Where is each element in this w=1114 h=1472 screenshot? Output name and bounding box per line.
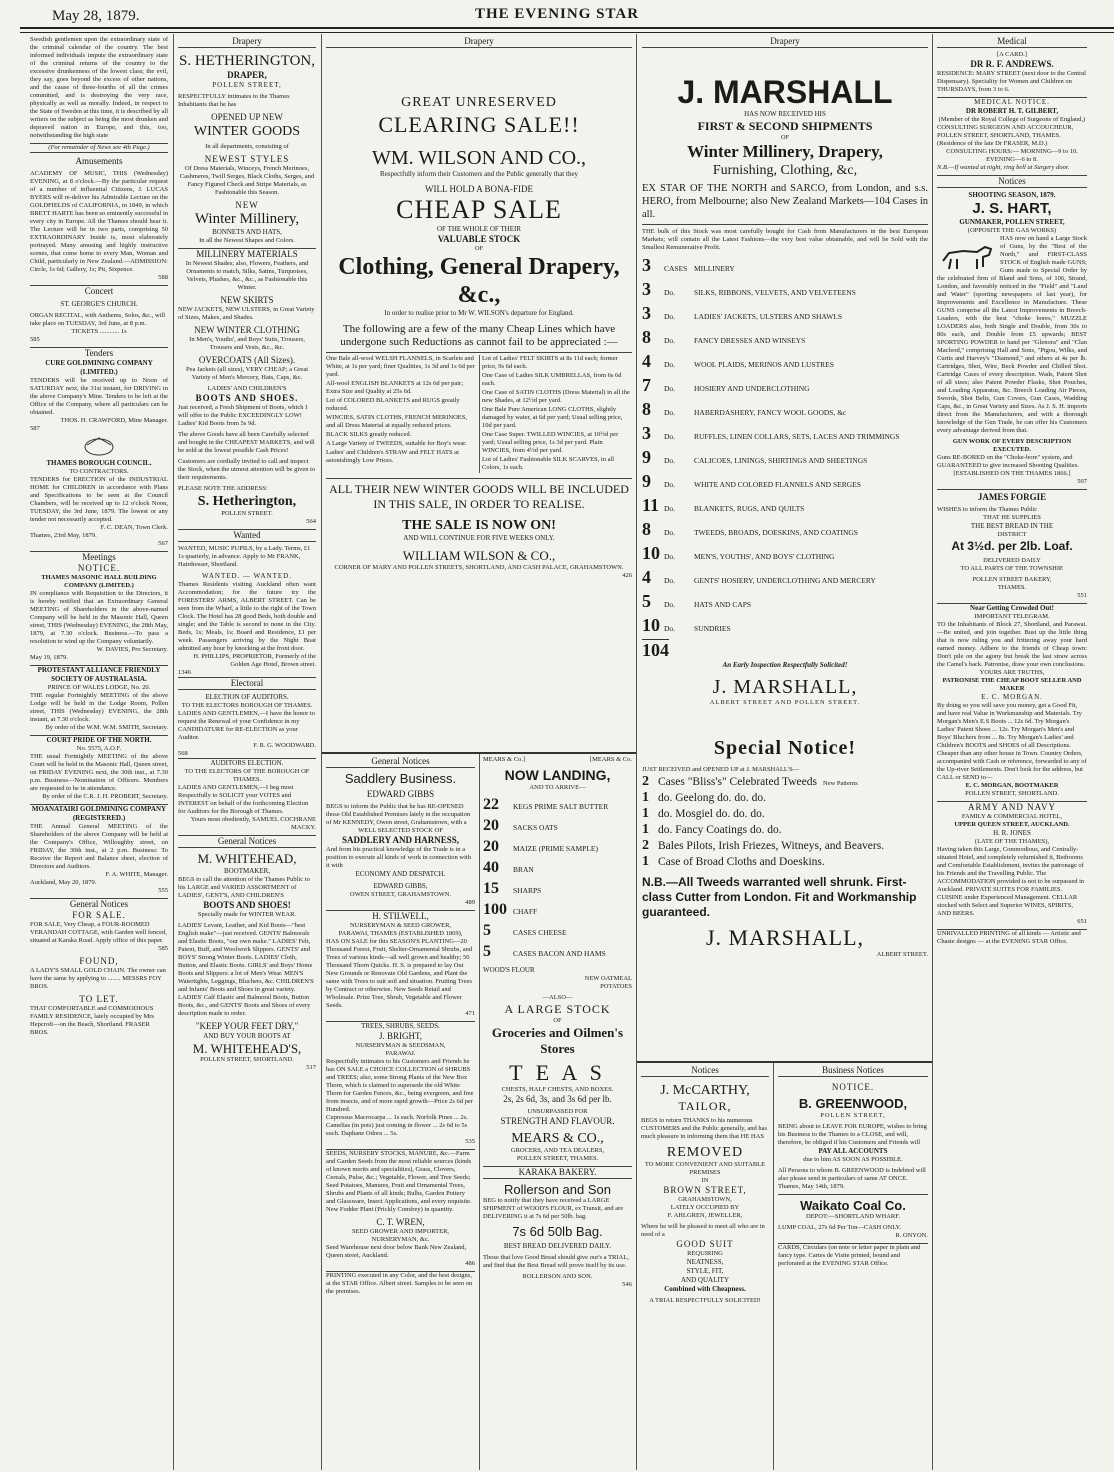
section-wanted: Wanted [178, 529, 316, 542]
case-row [642, 591, 928, 615]
case-unit: Do. [664, 360, 676, 369]
case-description: CALICOES, LININGS, SHIRTINGS AND SHEETINGS [694, 456, 868, 465]
to-let-ad: THAT COMFORTABLE and COMMODIOUS FAMILY RESIDENCE, lately occupied by Mrs Hepcroft—on the Beach, Shortland. FRASER BROS. [30, 1005, 154, 1036]
reductions-right [479, 355, 632, 473]
column-3-lower: General Notices Saddlery Business. EDWARD GIBBS BEGS to inform the Public that he has RE-OPENED those Old Established Premises lately in the occupation of Mr KENNEDY, Owen street, Grahamstown, with a WELL SELECTED STOCK OF SADDLERY AND HARNESS, And from his practical knowledge of the Trade is in a position to execute all kinds of work in connection with it with ECONOMY AND DESPATCH. EDWARD GIBBS, OWEN STREET, GRAHAMSTOWN. 489 H. STILWELL, NURSERYMAN & SEED GROWER, PARAWAI, THAMES (ESTABLISHED 1869), HAS ON SALE for this SEASON'S PLANTING—20 Thousand Forest, Fruit, Shelter-Ornamental Shrubs, and Trees of various kinds—all well grown and healthy; 50 Thousand Thorn Quicks. H. S. is prepared to lay Out New Grounds or Renovate Old Gardens, and Plant the same with Trees to suit soil and situation. Fruiting Trees by Contract or otherwise. New Seeds Retail and Wholesale. Prize Tree, Shrub, Vegetable and Flower Seeds. 471 TREES, SHRUBS, SEEDS. J. BRIGHT, NURSERYMAN & SEEDSMAN, PARAWAI. Respectfully intimates to his Customers and Friends he has ON SALE a CHOICE COLLECTION of SHRUBS and TREES; also, some Strong Plants of the New Box Thorn, which is claimed to supersede the old White Thorn for Garden Fences, &c., being evergreen, and free from insects, and of more rapid growth—Price 2s 6d per Hundred. Cupressus Macrocarpa ... 1s each. Norfolk Pines ... 2s. Camelias (in pots) just coming in flower ... 2s 6d to 5s each. Daphane Odora ... 5s. 535 SEEDS, NURSERY STOCKS, MANURE, &c.—Farm and Garden Seeds from the most reliable sources (kinds of known merits and specialities), Grass, Clovers, Cereals, Pulse, &c.; Vegetable, Flower, and Tree Seeds; Seed Potatoes, Manures, Fruit and Ornamental Trees, Shrubs and Plants of all kinds; Bulbs, Garden Pottery and Glassware, Insect Applications, and every requisite. New Fodder Plant (Prickly Comfrey) in quantity. C. T. WREN, SEED GROWER AND IMPORTER, NURSERYMAN, &c. Seed Warehouse next door below Bank New Zealand, Queen street, Auckland. 486 PRINTING executed in any Color, and the best designs, at the STAR Office. Albert street. Samples to be seen on the premises. [326, 756, 475, 1295]
masthead-date: May 28, 1879. [52, 8, 140, 24]
case-row [642, 279, 928, 303]
landing-product: CASES BACON AND HAMS [513, 949, 606, 958]
hart-title: J. S. HART, [972, 200, 1052, 217]
case-description: HATS AND CAPS [694, 600, 752, 609]
found-ad: A LADY'S SMALL GOLD CHAIN. The owner can have the same by applying to ........ MESSRS FOY BROS. [30, 967, 166, 990]
case-unit: Do. [664, 528, 676, 537]
business-notices: Business Notices NOTICE. B. GREENWOOD, POLLEN STREET, BEING about to LEAVE FOR EUROPE, wishes to bring his Business to the Thames to a CLOSE, and will, therefore, be obliged if his Customers and Friends will PAY ALL ACCOUNTS due to him AS SOON AS POSSIBLE. All Persons to whom B. GREENWOOD is Indebted will also please send in particulars of same AT ONCE. Thames, May 14th, 1879. Waikato Coal Co. DEPOT:—SHORTLAND WHARF. LUMP COAL, 27s 6d Per Ton—CASH ONLY. R. ONYON. CARDS, Circulars (on note or letter paper in plain and fancy type. Cartes de Visite printed, bound and perforated at the EVENING STAR Office. [778, 1065, 928, 1267]
case-row [642, 471, 928, 495]
landing-quantity: 5 [483, 943, 491, 960]
landing-quantity: 100 [483, 901, 507, 918]
reduction-item: One Case Super. TWILLED WINCIES, at 10½d per yard; Usual selling price, 1s 3d per yard. Plain WINCIES, from 4½d per yard. [482, 431, 619, 454]
case-row [642, 447, 928, 471]
special-quantity: 2 [642, 774, 649, 789]
case-row [642, 567, 928, 591]
case-count: 8 [642, 327, 651, 347]
reduction-item: One Bale all-wool WELSH FLANNELS, in Scarlets and White, at 1s per yard; finer Qualities, 1s 3d and 1s 6d per yard. [326, 355, 475, 378]
reduction-item: One Case of SATIN CLOTHS (Dress Material) in all the new Shades, at 12½d per yard. [482, 389, 630, 404]
landing-product: SHARPS [513, 886, 542, 895]
section-notices: Notices [937, 175, 1087, 188]
wilson-name: WM. WILSON AND CO., [371, 147, 587, 169]
column-1: Swedish gentlemen upon the extraordinary state of the criminal calendar of the country. The best informed individuals impute the extraordinary state of the criminal returns of the country to the excessive drunkenness of the lowest class; the evil, they say, goes beyond the excess of other nations, and the cause of three-fourths of all the crimes committed, and is destroying the very race, physically as well as morally. Indeed, in respect to the State of Sweden at this time, it is described by all writers on the subject as being the most drunken and depraved nation in Europe, and this, too, notwithstanding the high state (For remainder of News see 4th Page.) Amusements ACADEMY OF MUSIC, THIS (Wednesday) EVENING, at 8 o'clock.—By the particular request of a number of influential Citizens, J. LUCAS BYERS will re-deliver his Admirable Lecture on the GOLDFIELDS of CALIFORNIA, in 1849, in which BRETT HARTE has been so eminently successful in every city in Europe. All the Thames should hear it. The Lecture will be in two parts, comprising 50 EXTRAORDINARY Inside is, most elaborately portrayed. Many amusing and highly instructive scenes, that come home to every Man, Woman and Child, particularly in New Zealand.—ADMISSION: Circle, 1s 6d; Gallery, 1s; Pit, Sixpence. 588 Concert ST. GEORGE'S CHURCH. ORGAN RECITAL, with Anthems, Solos, &c., will take place on TUESDAY, 3rd June, at 8 p.m. TICKETS ............ 1s 585 Tenders CURE GOLDMINING COMPANY (LIMITED.) TENDERS will be received up to Noon of SATURDAY next, the 31st instant, for DRIVING in the above Company's Mine. Tenders to be left at the Office of the Company, where all particulars can be obtained. THOS. H. CRAWFORD, Mine Manager. 587 THAMES BOROUGH COUNCIL. TO CONTRACTORS. TENDERS for ERECTION of the INDUSTRIAL HOME for CHILDREN in accordance with Plans and Specifications to be seen at the Council Chambers, will be received up to 12 o'clock Noon, TUESDAY, the 3rd June, 1879. The lowest or any tender not necessarily accepted. F. C. DEAN, Town Clerk. Thames, 23rd May, 1879. 567 Meetings NOTICE. THAMES MASONIC HALL BUILDING COMPANY (LIMITED.) IN compliance with Requisition to the Directors, it is hereby notified that an Extraordinary General MEETING of Shareholders in the above-named Company will be held in the Masonic Hall, Queen street, THIS (Wednesday) EVENING, the 28th May, 1879, at 7.30 o'clock. Business.—To pass a resolution to wind up the Company voluntarily. W. DAVIES, Pro Secretary. May 19, 1879. PROTESTANT ALLIANCE FRIENDLY SOCIETY OF AUSTRALASIA. PRINCE OF WALES LODGE, No. 20. THE regular Fortnightly MEETING of the above Lodge will be held in the Lodge Room, Pollen street, THIS (Wednesday) EVENING, the 28th instant, at 7.30 o'clock. By order of the W.M. W.M. SMITH, Secretary. COURT PRIDE OF THE NORTH. No. 5575, A.O.F. THE usual Fortnightly MEETING of the above Court will be held in the Masonic Hall, Queen street, on FRIDAY EVENING next, the 30th inst., at 7.30 p.m. Business—Nomination of Officers. Members are requested to be in attendance. By order of the C.R. J. H. PROBERT, Secretary. MOANATAIRI GOLDMINING COMPANY (REGISTERED.) THE Annual General MEETING of the Shareholders of the above Company will be held at the Company's Office, Willoughby street, on FRIDAY, the 30th inst., at 2 p.m. Business: To Receive the Report and Balance sheet, election of Directors and Auditors. F. A. WHITE, Manager. Auckland, May 20, 1879. 555 General Notices FOR SALE. FOR SALE, Very Cheap, a FOUR-ROOMED VERANDAH COTTAGE, with Garden well fenced, situated at Karaka Road. Apply office of this paper. 585 FOUND, A LADY'S SMALL GOLD CHAIN. The owner can have the same by applying to ........ MESSRS FOY BROS. TO LET. THAT COMFORTABLE and COMMODIOUS FAMILY RESIDENCE, lately occupied by Mrs Hepcroft—on the Beach, Shortland. FRASER BROS. [30, 36, 168, 1036]
section-general-notices: General Notices [178, 835, 316, 848]
case-unit: Do. [664, 624, 676, 633]
wanted-music-pupils-ad: WANTED, MUSIC PUPILS, by a Lady. Terms, £1 1s quarterly, in advance. Apply to Mr FRANK, Hairdresser, Shortland. [178, 545, 311, 568]
masthead-title: THE EVENING STAR [474, 6, 640, 22]
special-item [642, 854, 928, 870]
case-description: FANCY DRESSES AND WINSEYS [694, 336, 806, 345]
bright-title: J. BRIGHT, [378, 1031, 423, 1041]
case-description: MILLINERY [694, 264, 735, 273]
sale-now-on: THE SALE IS NOW ON! [402, 518, 556, 533]
special-description: do. Fancy Coatings do. do. [658, 824, 782, 836]
case-row [642, 303, 928, 327]
landing-item [483, 879, 632, 900]
reduction-item: BLACK SILKS greatly reduced. [326, 431, 412, 438]
case-description: WOOL PLAIDS, MERINOS AND LUSTRES [694, 360, 834, 369]
case-unit: Do. [664, 336, 676, 345]
now-landing-title: NOW LANDING, [504, 767, 611, 783]
mccarthy-ad: Notices J. McCARTHY, TAILOR, BEGS to return THANKS to his numerous CUSTOMERS and the Public generally, and has much pleasure in informing them that HE HAS REMOVED TO MORE CONVENIENT AND SUITABLE PREMISES IN BROWN STREET, GRAHAMSTOWN, LATELY OCCUPIED BY F. AHLGREN, JEWELLER, Where he will be pleased to meet all who are in need of a GOOD SUIT REQUIRING NEATNESS, STYLE, FIT, AND QUALITY Combined with Cheapness. A TRIAL RESPECTFULLY SOLICITED! [641, 1065, 768, 1304]
special-description: do. Geelong do. do. do. [658, 792, 766, 804]
case-row [642, 519, 928, 543]
thames-tender-ad: TENDERS for ERECTION of the INDUSTRIAL HOME for CHILDREN in accordance with Plans and Specifications to be seen at the Council Chambers, will be received up to 12 o'clock Noon, TUESDAY, the 3rd June, 1879. The lowest or any tender not necessarily accepted. [30, 476, 168, 523]
case-row [642, 543, 928, 567]
hetherington-title: S. HETHERINGTON, [179, 53, 315, 69]
landing-item [483, 837, 632, 858]
clothing-drapery-title: Clothing, General Drapery, &c., [338, 254, 620, 308]
case-count: 3 [642, 423, 651, 443]
case-description: SILKS, RIBBONS, VELVETS, AND VELVETEENS [694, 288, 856, 297]
landing-item [483, 900, 632, 921]
printing-ad: PRINTING executed in any Color, and the best designs, at the STAR Office. Albert street. Samples to be seen on the premises. [326, 1271, 475, 1296]
landing-quantity: 20 [483, 817, 499, 834]
landing-list [483, 795, 632, 963]
case-count: 8 [642, 399, 651, 419]
section-concert: Concert [30, 285, 168, 297]
marshall-title: J. MARSHALL [677, 74, 893, 110]
reduction-item: Lot of Ladies' FELT SKIRTS at 8s 11d each; former price, 9s 6d each. [482, 355, 618, 370]
news-continued: (For remainder of News see 4th Page.) [30, 143, 168, 153]
case-count: 9 [642, 471, 651, 491]
reduction-item: All-wool ENGLISH BLANKETS at 12s 6d per pair; Extra Size and Quality at 25s 6d. [326, 380, 464, 395]
special-description: Bales Pilots, Irish Friezes, Witneys, and Beavers. [658, 840, 885, 852]
section-general-notices: General Notices [326, 756, 475, 768]
landing-product: KEGS PRIME SALT BUTTER [513, 802, 609, 811]
lodge-meeting-ad: THE regular Fortnightly MEETING of the above Lodge will be held in the Lodge Room, Pollen street, THIS (Wednesday) EVENING, the 28th instant, at 7.30 o'clock. [30, 692, 168, 723]
hetherington-address: S. Hetherington, [197, 494, 297, 509]
special-quantity: 1 [642, 854, 649, 869]
landing-item [483, 795, 632, 816]
case-count: 4 [642, 567, 651, 587]
special-notice-title: Special Notice! [713, 737, 857, 759]
case-count: 4 [642, 351, 651, 371]
case-row [642, 399, 928, 423]
cards-printing-ad: CARDS, Circulars (on note or letter paper in plain and fancy type. Cartes de Visite printed, bound and perforated at the EVENING STAR Office. [778, 1243, 928, 1268]
cases-total: 104 [642, 640, 669, 660]
stilwell-title: H. STILWELL, [326, 910, 475, 922]
special-quantity: 2 [642, 838, 649, 853]
special-item [642, 806, 928, 822]
section-general-notices: General Notices [30, 898, 168, 910]
case-unit: Do. [664, 408, 676, 417]
section-drapery: Drapery [178, 36, 316, 48]
column-divider [636, 34, 637, 1470]
case-unit: Do. [664, 552, 676, 561]
news-tail: Swedish gentlemen upon the extraordinary state of the criminal calendar of the country. The best informed individuals impute the extraordinary state of the criminal returns of the country to the excessive drunkenness of the lowest class; the evil, they say, goes beyond the excess of other nations, and the cause of three-fourths of all the crimes committed, and is destroying the very race, physically as well as morally. Indeed, in respect to the State of Sweden at this time, it is described by all writers on the subject as being the most drunken and depraved nation in Europe, and this, too, notwithstanding the high state [30, 36, 168, 139]
section-divider [322, 752, 636, 755]
case-unit: Do. [664, 312, 676, 321]
clearing-sale-title: CLEARING SALE!! [378, 112, 580, 137]
reduction-item: Ladies' and Children's STRAW and FELT HATS at astonishingly Low Prices. [326, 449, 459, 464]
case-count: 10 [642, 543, 660, 563]
special-item [642, 774, 928, 790]
reduction-item: WINCIES, SATIN CLOTHS, FRENCH MERINOES, and all Dress Material at equally reduced prices. [326, 414, 468, 429]
special-description: do. Mosgiel do. do. do. [658, 808, 765, 820]
auditors-election-ad: LADIES AND GENTLEMEN,—I beg most Respectfully to SOLICIT your VOTES and INTEREST on behalf of the forthcoming Election for Auditors for the Borough of Thames. [178, 784, 309, 815]
waikato-coal-title: Waikato Coal Co. [778, 1194, 928, 1213]
landing-quantity: 5 [483, 922, 491, 939]
case-description: LADIES' JACKETS, ULSTERS AND SHAWLS [694, 312, 843, 321]
karaka-bakery-title: KARAKA BAKERY. [483, 1166, 632, 1179]
landing-quantity: 22 [483, 796, 499, 813]
case-description: SUNDRIES [694, 624, 731, 633]
army-navy-title: ARMY AND NAVY [937, 801, 1087, 813]
court-meeting-ad: THE usual Fortnightly MEETING of the above Court will be held in the Masonic Hall, Queen street, on FRIDAY EVENING next, the 30th inst., at 7.30 p.m. Business—Nomination of Officers. Members are requested to be in attendance. [30, 753, 168, 792]
special-items-list [642, 774, 928, 870]
section-divider [637, 1061, 932, 1064]
academy-ad: ACADEMY OF MUSIC, THIS (Wednesday) EVENING, at 8 o'clock.—By the particular request of a number of influential Citizens, J. LUCAS BYERS will re-deliver his Admirable Lecture on the GOLDFIELDS of CALIFORNIA, in 1849, in which BRETT HARTE has been so eminently successful in every city in Europe. All the Thames should hear it. The Lecture will be in two parts, comprising 50 EXTRAORDINARY Inside is, most elaborately portrayed. Many amusing and highly instructive scenes, that come home to every Man, Woman and Child, particularly in New Zealand.—ADMISSION: Circle, 1s 6d; Gallery, 1s; Pit, Sixpence. [30, 170, 168, 273]
case-description: HABERDASHERY, FANCY WOOL GOODS, &c [694, 408, 847, 417]
section-amusements: Amusements [75, 156, 123, 166]
landing-quantity: 15 [483, 880, 499, 897]
section-electoral: Electoral [178, 677, 316, 690]
case-row [642, 615, 928, 639]
case-unit: Do. [664, 456, 676, 465]
andrews-title: DR R. F. ANDREWS. [970, 59, 1054, 69]
case-description: HOSIERY AND UNDERCLOTHING [694, 384, 810, 393]
masthead-rule [20, 27, 1114, 33]
reduction-item: One Bale Pure American LONG CLOTHS, slightly damaged by water, at 6d per yard; Usual selling price, 10d per yard. [482, 406, 623, 429]
column-divider [173, 34, 174, 1470]
case-row [642, 375, 928, 399]
saddlery-title: Saddlery Business. [344, 771, 457, 786]
landing-item [483, 921, 632, 942]
greenwood-title: B. GREENWOOD, [798, 1096, 908, 1111]
reduction-item: Lot of Ladies' Fashionable SILK SCARVES, in all Colors, 1s each. [482, 456, 615, 471]
section-notices: Notices [641, 1065, 769, 1077]
landing-quantity: 40 [483, 859, 499, 876]
reductions-left [326, 355, 476, 473]
landing-product: CASES CHEESE [513, 928, 567, 937]
special-item [642, 838, 928, 854]
reductions-list [326, 352, 632, 473]
for-sale-ad: FOR SALE, Very Cheap, a FOUR-ROOMED VERANDAH COTTAGE, with Garden well fenced, situated at Karaka Road. Apply office of this paper. [30, 921, 167, 944]
column-2: Drapery S. HETHERINGTON, DRAPER, POLLEN STREET, RESPECTFULLY intimates to the Thames Inhabitants that he has OPENED UP NEW WINTER GOODS In all departments, consisting of NEWEST STYLES Of Dress Materials, Winceys, French Merinoes, Cashmeres, Twill Serges, Black Cloths, Serges, and Fancy Figured Check and Stripe Materials, as Fashionable this Season. NEW Winter Millinery, BONNETS AND HATS, In all the Newest Shapes and Colors. MILLINERY MATERIALS In Newest Shades; also, Flowers, Feathers, and Ornaments to match, Silks, Satins, Turquoises, Velvets, Plushes, &c., &c., as Fashionable this Winter. NEW SKIRTS NEW JACKETS, NEW ULSTERS, in Great Variety of Sizes, Makes, and Shades. NEW WINTER CLOTHING In Men's, Youths', and Boys' Suits, Trousers, Trousers and Vests, &c., &c. OVERCOATS (All Sizes). Pea Jackets (all sizes), VERY CHEAP; a Great Variety of Men's Mercery, Hats, Caps, &c. LADIES' AND CHILDREN'S BOOTS AND SHOES. Just received, a Fresh Shipment of Boots, which I will offer to the Public EXCEEDINGLY LOW! Ladies' Kid Boots from 5s 9d. The above Goods have all been Carefully selected and bought in the CHEAPEST MARKETS, and will be sold at the lowest possible Cash Prices! Customers are cordially invited to call and inspect the Stock, when the utmost attention will be given to their requirements. PLEASE NOTE THE ADDRESS: S. Hetherington, POLLEN STREET. 564 Wanted WANTED, MUSIC PUPILS, by a Lady. Terms, £1 1s quarterly, in advance. Apply to Mr FRANK, Hairdresser, Shortland. WANTED. — WANTED. Thames Residents visiting Auckland often want Accommodation; for the future try the FORESTERS' ARMS, ALBERT STREET. Can be seen from the Wharf, a little to the right of the Town Clock. The Hotel has 28 good Beds, both double and single; and the Table is second to none in the City. Beds, 1s; Meals, 1s; Board and Residence, £1 per week. Passengers arriving by the Night Boat admitted any hour by knocking at the front door. H. PHILLIPS, PROPRIETOR, Formerly of the Golden Age Hotel, Brown street. 1346 Electoral ELECTION OF AUDITORS. TO THE ELECTORS BOROUGH OF THAMES. LADIES AND GENTLEMEN,—I have the honor to request the Renewal of your Confidence in my CANDIDATURE for RE-ELECTION as your Auditor. F. R. G. WOODWARD. 568 AUDITORS ELECTION. TO THE ELECTORS OF THE BOROUGH OF THAMES. LADIES AND GENTLEMEN,—I beg most Respectfully to SOLICIT your VOTES and INTEREST on behalf of the forthcoming Election for Auditors for the Borough of Thames. Yours most obediently, SAMUEL COCHRANE MACKY. General Notices M. WHITEHEAD, BOOTMAKER, BEGS to call the attention of the Thames Public to his LARGE and VARIED ASSORTMENT of LADIES', GENT'S, AND CHILDREN'S BOOTS AND SHOES! Specially made for WINTER WEAR. LADIES' Levant, Leather, and Kid Boots—"best English make"—just received. GENTS' Balmorals and Elastic Boots, "our own make." LADIES' Felt, Patent, Buff, and Woolwork Slippers. GENTS' and BOYS' Strong Winter Boots. LADIES' Cloth, Button, and Elastic Boots. GIRLS' and Boys' Home Boots and Slippers: a lot of Men's Wear. MEN'S Watertights, Leggings, Bluchers, &c. CHILDREN'S and Infants' Boots and Shoes in great variety. LADIES' Calf Elastic and Balmoral Boots, Button Boots, &c., and GENTS' Boots and Shoes of every description made to order. "KEEP YOUR FEET DRY," AND BUY YOUR BOOTS AT M. WHITEHEAD'S, POLLEN STREET, SHORTLAND. 517 [178, 36, 316, 1071]
cheap-sale-title: CHEAP SALE [396, 195, 562, 224]
whitehead-title: M. WHITEHEAD, [197, 851, 297, 866]
case-count: 8 [642, 519, 651, 539]
column-7: Medical [A CARD.] DR R. F. ANDREWS. RESIDENCE: MARY STREET (next door to the Central Dispensary). Speciality for Women and Children on THURSDAYS, from 3 to 6. MEDICAL NOTICE. DR ROBERT H. T. GILBERT, (Member of the Royal College of Surgeons of England,) CONSULTING SURGEON AND ACCOUCHEUR, POLLEN STREET, SHORTLAND, THAMES. (Residence of the late Dr FRASER, M.D.) CONSULTING HOURS:— MORNING—9 to 10. EVENING—6 to 8. N.B.—If wanted at night, ring bell at Surgery door. Notices SHOOTING SEASON, 1879. J. S. HART, GUNMAKER, POLLEN STREET, (OPPOSITE THE GAS WORKS) HAS now on hand a Large Stock of Guns, by the "Best of the North," and FIRST-CLASS STOCK of English made GUNS; Guns made to Special Order by the celebrated firm of Bland and Sons, of 106, Strand, London, and favorably noticed in the "Field" and "Land and Water" (sporting newspapers of last year), for Improvements and Excellence in Manufacture. These GUNS comprise all the Latest Improvements in Breech-Loaders, with the best "choke bores," MUZZLE LOADERS also, both Single and Double, from 30s to 80s each, and Double from £5 upwards; BEST SPORTING POWDER to hand per "Glenora" and "Clan Macleod," comprising Hall and Sons, "Pigou, Wilks, and Curtis and Harvey's "Diamond," and others at 4s per lb. Cartridges, Shot, Wire, Beck Powder and Chilled Shot. Cartridge Cases of every description. Wads, Patent Shot of all sizes; also Patent Powder Flasks, Shot Pouches, and Loading Apparatus, &c. Breech Loading Air Pieces, Swords, Shot Belts, Gun Covers, Gun Cases, Wadding Caps, &c., in Great Variety and Sizes. As J. S. H. imports direct from the Manufacturers, and with a thorough knowledge of the Gun Trade, he can offer his Customers every advantage derived from that. GUN WORK OF EVERY DESCRIPTION EXECUTED. Guns RE-BORED on the "Choke-bore" system, and GUARANTEED to give increased Shooting Qualities. [ESTABLISHED ON THE THAMES 1866.] 507 JAMES FORGIE WISHES to inform the Thames Public THAT HE SUPPLIES THE BEST BREAD IN THE DISTRICT At 3½d. per 2lb. Loaf. DELIVERED DAILY TO ALL PARTS OF THE TOWNSHIP. POLLEN STREET BAKERY, THAMES. 551 Near Getting Crowded Out! IMPORTANT TELEGRAM. TO the Inhabitants of Block 27, Shortland, and Parawai.—Be united, and join together. Bust up the little thing that is now ruling you and frittering away your hard earned money. Adhere to the friends of Cheap town: Don't pile on the agony but break the last straw across the Camel's back. Patronise, draw your own conclusions. YOURS ARE TRUTHS, PATRONISE THE CHEAP BOOT SELLER AND MAKER E. C. MORGAN. By doing so you will save you money, get a Good Fit, and have real Value in Workmanship and Materials. Try Morgan's Men's E.S Boots ... 12s 6d. Try Morgan's Ladies' Patent Shoes ... 12s. Try Morgan's Men's and Boys' Bluchers from ... 8s. Try Morgan's Ladies' and Children's BOOTS and SHOES of all Descriptions. Cheaper than any other house in Town. Country Orders, accompanied with Cash or reference, forwarded to any of the Up-river Settlements. Don't look for the address, but CALL or SEND to— E. C. MORGAN, BOOTMAKER POLLEN STREET, SHORTLAND. ARMY AND NAVY FAMILY & COMMERCIAL HOTEL, UPPER QUEEN STREET, AUCKLAND. H. R. JONES (LATE OF THE THAMES), Having taken this Large, Commodious, and Centrally-situated Hotel, and completely refurnished it, Bedrooms and Comfortable Establishment, invites the patronage of his Friends and the Travelling Public. The ACCOMMODATION provided is not to be surpassed in Auckland. PRIVATE SUITES FOR FAMILIES. CUISINE under Experienced Management. CELLAR stocked with Select and Superior WINES, SPIRITS, AND BEERS. 651 UNRIVALLED PRINTING of all kinds — Artistic and Chaste designs — at the EVENING STAR Office. [937, 36, 1087, 945]
special-note: New Patterns [822, 780, 858, 787]
case-row [642, 423, 928, 447]
wilson-sale-ad: Drapery GREAT UNRESERVED CLEARING SALE!! WM. WILSON AND CO., Respectfully inform their Customers and the Public generally that they WILL HOLD A BONA-FIDE CHEAP SALE OF THE WHOLE OF THEIR VALUABLE STOCK OF Clothing, General Drapery, &c., In order to realise prior to Mr W. WILSON's departure for England. The following are a few of the many Cheap Lines which have undergone such Reductions as cannot fail to be appreciated :— One Bale all-wool WELSH FLANNELS, in Scarlets and White, at 1s per yard; finer Qualities, 1s 3d and 1s 6d per yard. All-wool ENGLISH BLANKETS at 12s 6d per pair; Extra Size and Quality at 25s 6d. Lot of COLORED BLANKETS and RUGS greatly reduced. WINCIES, SATIN CLOTHS, FRENCH MERINOES, and all Dress Material at equally reduced prices. BLACK SILKS greatly reduced. A Large Variety of TWEEDS, suitable for Boy's wear. Ladies' and Children's STRAW and FELT HATS at astonishingly Low Prices. Lot of Ladies' FELT SKIRTS at 8s 11d each; former price, 9s 6d each. One Case of Ladies SILK UMBRELLAS, from 6s 6d each. One Case of SATIN CLOTHS (Dress Material) in all the new Shades, at 12½d per yard. One Bale Pure American LONG CLOTHS, slightly damaged by water, at 6d per yard; Usual selling price, 10d per yard. One Case Super. TWILLED WINCIES, at 10½d per yard; Usual selling price, 1s 3d per yard. Plain WINCIES, from 4½d per yard. Lot of Ladies' Fashionable SILK SCARVES, in all Colors, 1s each. ALL THEIR NEW WINTER GOODS WILL BE INCLUDED IN THIS SALE, IN ORDER TO REALISE. THE SALE IS NOW ON! AND WILL CONTINUE FOR FIVE WEEKS ONLY. WILLIAM WILSON & CO., CORNER OF MARY AND POLLEN STREETS, SHORTLAND, AND CASH PALACE, GRAHAMSTOWN. 426 [326, 36, 632, 579]
concert-ad: ORGAN RECITAL, with Anthems, Solos, &c., will take place on TUESDAY, 3rd June, at 8 p.m. [30, 312, 166, 327]
groceries-title: Groceries and Oilmen's Stores [491, 1025, 624, 1056]
moanataiari-meeting-ad: THE Annual General MEETING of the Shareholders of the above Company will be held at the Company's Office, Willoughby street, on FRIDAY, the 30th inst., at 2 p.m. Business: To Receive the Report and Balance sheet, election of Directors and Auditors. [30, 823, 168, 870]
case-unit: CASES [664, 264, 688, 273]
case-description: RUFFLES, LINEN COLLARS, SETS, LACES AND TRIMMINGS [694, 432, 900, 441]
special-description: Case of Broad Cloths and Doeskins. [658, 856, 825, 868]
landing-product: MAIZE (PRIME SAMPLE) [513, 844, 599, 853]
case-row [642, 351, 928, 375]
gilbert-title: DR ROBERT H. T. GILBERT, [965, 107, 1059, 115]
column-divider [773, 1063, 774, 1470]
mccarthy-title: J. McCARTHY, [660, 1083, 750, 1098]
landing-item [483, 858, 632, 879]
marshall-ad: Drapery J. MARSHALL HAS NOW RECEIVED HIS FIRST & SECOND SHIPMENTS OF Winter Millinery, Drapery, Furnishing, Clothing, &c, EX STAR OF THE NORTH and SARCO, from London, and s.s. HERO, from Melbourne; also New Zealand Markets—104 Cases in all. THE bulk of this Stock was most carefully bought for Cash from Manufacturers in the best European Markets; will contain all the Latest Fashions—the very best value obtainable, and will be Sold with the Smallest Remunerative Profit. 3 CASES MILLINERY 3 Do. SILKS, RIBBONS, VELVETS, AND VELVETEENS 3 Do. LADIES' JACKETS, ULSTERS AND SHAWLS 8 Do. FANCY DRESSES AND WINSEYS 4 Do. WOOL PLAIDS, MERINOS AND LUSTRES 7 Do. HOSIERY AND UNDERCLOTHING 8 Do. HABERDASHERY, FANCY WOOL GOODS, &c 3 Do. RUFFLES, LINEN COLLARS, SETS, LACES AND TRIMMINGS 9 Do. CALICOES, LININGS, SHIRTINGS AND SHEETINGS 9 Do. WHITE AND COLORED FLANNELS AND SERGES 11 Do. BLANKETS, RUGS, AND QUILTS 8 Do. TWEEDS, BROADS, DOESKINS, AND COATINGS 10 Do. MEN'S, YOUTHS', AND BOYS' CLOTHING 4 Do. GENTS' HOSIERY, UNDERCLOTHING AND MERCERY 5 Do. HATS AND CAPS 10 Do. SUNDRIES 104 An Early Inspection Respectfully Solicited! J. MARSHALL, ALBERT STREET AND POLLEN STREET. Special Notice! JUST RECEIVED and OPENED UP at J. MARSHALL'S— 2 Cases "Bliss's" Celebrated Tweeds New Patterns 1 do. Geelong do. do. do. 1 do. Mosgiel do. do. do. 1 do. Fancy Coatings do. do. 2 Bales Pilots, Irish Friezes, Witneys, and Beavers. 1 Case of Broad Cloths and Doeskins. N.B.—All Tweeds warranted well shrunk. First-class Cutter from London. Fit and Workmanship guaranteed. J. MARSHALL, ALBERT STREET. [642, 36, 928, 958]
landing-product: CHAFF [513, 907, 538, 916]
case-unit: Do. [664, 480, 676, 489]
hunting-dog-icon [937, 237, 997, 273]
wren-seeds-ad: SEEDS, NURSERY STOCKS, MANURE, &c.—Farm and Garden Seeds from the most reliable sources (kinds of known merits and specialities), Grass, Clovers, Cereals, Pulse, &c.; Vegetable, Flower, and Tree Seeds; Seed Potatoes, Manures, Fruit and Ornamental Trees, Shrubs and Plants of all kinds; Bulbs, Garden Pottery and Glassware, Insect Applications, and every requisite. New Fodder Plant (Prickly Comfrey) in quantity. [326, 1149, 475, 1214]
case-row [642, 255, 928, 279]
case-count: 5 [642, 591, 651, 611]
landing-quantity: 20 [483, 838, 499, 855]
case-count: 9 [642, 447, 651, 467]
section-drapery: Drapery [326, 36, 632, 48]
forgie-title: JAMES FORGIE [937, 489, 1087, 503]
reduction-item: A Large Variety of TWEEDS, suitable for Boy's wear. [326, 440, 467, 447]
section-business-notices: Business Notices [778, 1065, 928, 1077]
case-count: 10 [642, 615, 660, 635]
reduction-item: Lot of COLORED BLANKETS and RUGS greatly reduced. [326, 397, 460, 412]
foresters-arms-ad: Thames Residents visiting Auckland often want Accommodation; for the future try the FORESTERS' ARMS, ALBERT STREET. Can be seen from the Wharf, a little to the right of the Town Clock. The Hotel has 28 good Beds, both double and single; and the Table is second to none in the City. Beds, 1s; Meals, 1s; Board and Residence, £1 per week. Passengers arriving by the Night Boat admitted any hour by knocking at the front door. [178, 581, 316, 652]
case-description: BLANKETS, RUGS, AND QUILTS [694, 504, 805, 513]
section-tenders: Tenders [30, 347, 168, 359]
case-count: 3 [642, 255, 651, 275]
case-count: 7 [642, 375, 651, 395]
case-unit: Do. [664, 384, 676, 393]
case-unit: Do. [664, 504, 676, 513]
case-unit: Do. [664, 432, 676, 441]
case-description: TWEEDS, BROADS, DOESKINS, AND COATINGS [694, 528, 858, 537]
section-meetings: Meetings [30, 551, 168, 563]
case-unit: Do. [664, 576, 676, 585]
case-count: 11 [642, 495, 660, 515]
case-unit: Do. [664, 288, 676, 297]
case-row [642, 495, 928, 519]
reduction-item: One Case of Ladies SILK UMBRELLAS, from 6s 6d each. [482, 372, 622, 387]
case-unit: Do. [664, 600, 676, 609]
special-description: Cases "Bliss's" Celebrated Tweeds [658, 776, 817, 788]
special-quantity: 1 [642, 790, 649, 805]
special-item [642, 822, 928, 838]
coat-of-arms-icon [79, 435, 119, 457]
special-quantity: 1 [642, 806, 649, 821]
landing-item [483, 942, 632, 963]
column-4-lower: MEARS & Co.] [MEARS & Co. NOW LANDING, AND TO ARRIVE— 22 KEGS PRIME SALT BUTTER 20 SACKS OATS 20 MAIZE (PRIME SAMPLE) 40 BRAN 15 SHARPS 100 CHAFF 5 CASES CHEESE 5 CASES BACON AND HAMS WOOD'S FLOUR NEW OATMEAL POTATOES —ALSO— A LARGE STOCK OF Groceries and Oilmen's Stores T E A S CHESTS, HALF CHESTS, AND BOXES. 2s, 2s 6d, 3s, and 3s 6d per lb. UNSURPASSED FOR STRENGTH AND FLAVOUR. MEARS & CO., GROCERS, AND TEA DEALERS, POLLEN STREET, THAMES. KARAKA BAKERY. Rollerson and Son BEG to notify that they have received a LARGE SHIPMENT of WOOD'S FLOUR, ex Transit, and are DELIVERING it at 7s 6d per 50lb. bag. 7s 6d 50lb Bag. BEST BREAD DELIVERED DAILY. Those that love Good Bread should give our's a TRIAL, and find that the Best Bread will prove itself by its use. ROLLERSON AND SON. 546 [483, 756, 632, 1288]
column-divider [479, 754, 480, 1470]
section-medical: Medical [937, 36, 1087, 48]
case-description: MEN'S, YOUTHS', AND BOYS' CLOTHING [694, 552, 835, 561]
case-count: 3 [642, 279, 651, 299]
cases-list [642, 255, 928, 639]
case-description: GENTS' HOSIERY, UNDERCLOTHING AND MERCERY [694, 576, 876, 585]
landing-product: SACKS OATS [513, 823, 558, 832]
column-divider [932, 34, 933, 1470]
special-quantity: 1 [642, 822, 649, 837]
masonic-meeting-ad: IN compliance with Requisition to the Directors, it is hereby notified that an Extraordinary General MEETING of Shareholders in the above-named Company will be held in the Masonic Hall, Queen street, THIS (Wednesday) EVENING, the 28th May, 1879, at 7.30 o'clock. Business.—To pass a resolution to wind up the Company voluntarily. [30, 590, 168, 645]
section-drapery: Drapery [642, 36, 928, 48]
special-item [642, 790, 928, 806]
election-ad: LADIES AND GENTLEMEN,—I have the honor to request the Renewal of your Confidence in my CANDIDATURE for RE-ELECTION as your Auditor. [178, 710, 316, 741]
case-description: WHITE AND COLORED FLANNELS AND SERGES [694, 480, 861, 489]
case-count: 3 [642, 303, 651, 323]
landing-item [483, 816, 632, 837]
cure-tender-ad: TENDERS will be received up to Noon of SATURDAY next, the 31st instant, for DRIVING in the above Company's Mine. Tenders to be left at the Office of the Company, where all particulars can be obtained. [30, 377, 168, 416]
teas-title: T E A S [509, 1060, 606, 1085]
landing-product: BRAN [513, 865, 534, 874]
case-row [642, 327, 928, 351]
